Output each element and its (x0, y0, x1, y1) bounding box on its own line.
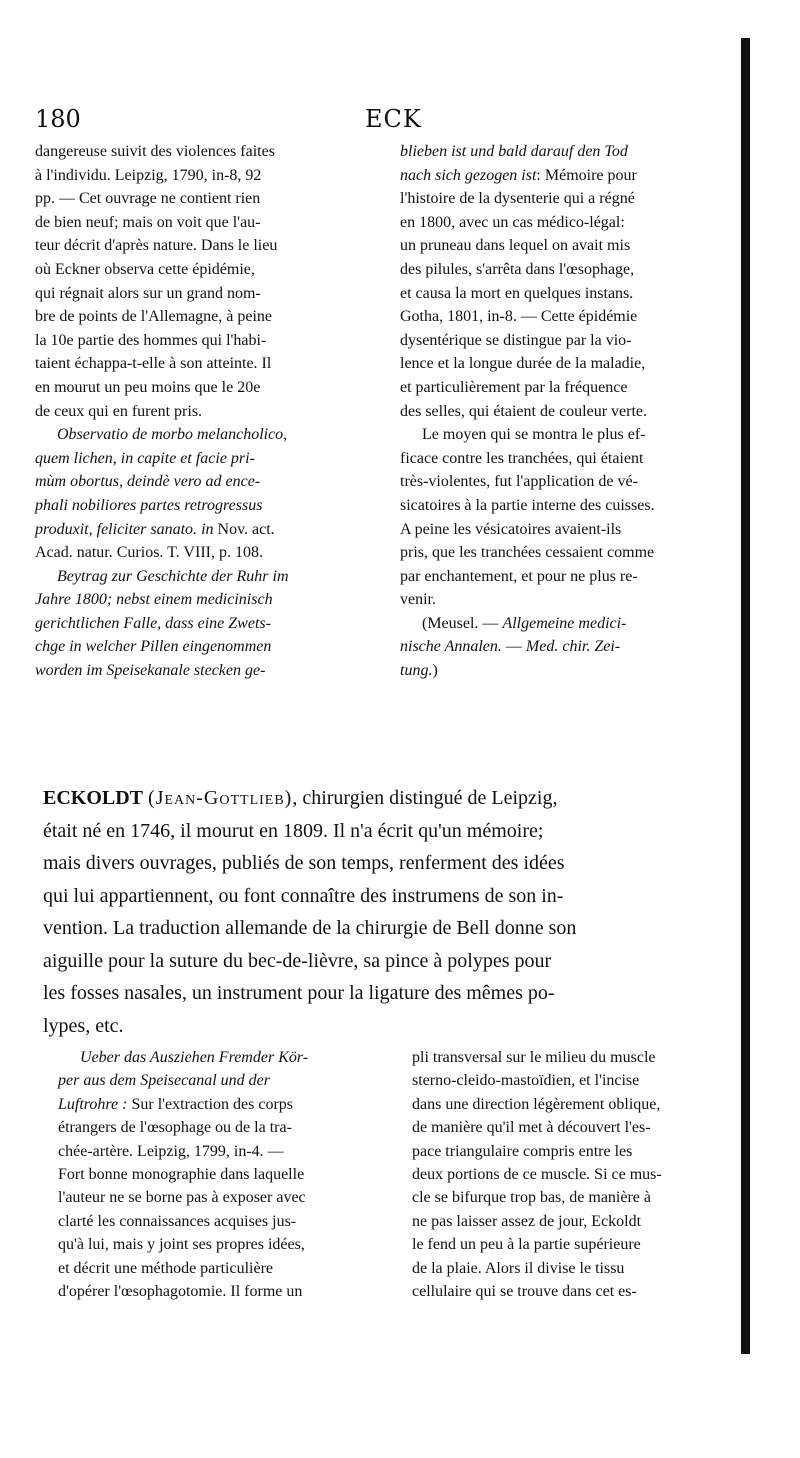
text-line: l'histoire de la dysenterie qui a régné (400, 190, 635, 208)
text-line: aiguille pour la suture du bec-de-lièvre, sa pince à polypes pour (43, 949, 552, 972)
italic-word: in (201, 520, 214, 538)
text-line: dans une direction légèrement oblique, (412, 1095, 661, 1113)
text-line: qui lui appartiennent, ou font connaître des instrumens de son in- (43, 884, 564, 907)
paragraph-procedure (412, 1046, 747, 1303)
text-line: lence et la longue durée de la maladie, (400, 355, 646, 373)
text-line: dysentérique se distingue par la vio- (400, 331, 632, 349)
column-bottom-left (58, 1046, 393, 1303)
text-fragment: — (501, 638, 526, 656)
column-top-left (35, 140, 385, 683)
text-line: pace triangulaire compris entre les (412, 1142, 633, 1160)
text-line: cellulaire qui se trouve dans cet es- (412, 1283, 637, 1301)
italic-title: chge in welcher Pillen eingenommen (35, 638, 272, 656)
text-line: d'opérer l'œsophagotomie. Il forme un (58, 1283, 303, 1301)
column-top-right (400, 140, 745, 683)
italic-title: Allgemeine medici- (502, 614, 627, 632)
text-fragment: Sur l'extraction des corps (127, 1095, 293, 1113)
text-fragment: (Meusel. — (422, 614, 499, 632)
running-head: ECK (365, 105, 422, 133)
text-line: ficace contre les tranchées, qui étaient (400, 449, 644, 467)
text-line: Gotha, 1801, in-8. — Cette épidémie (400, 308, 638, 326)
text-line: et causa la mort en quelques instans. (400, 284, 634, 302)
entry-eckoldt (43, 782, 743, 1042)
italic-title: Med. chir. Zei- (525, 638, 621, 656)
italic-title: per aus dem Speisecanal und der (58, 1072, 270, 1090)
text-line: des pilules, s'arrêta dans l'œsophage, (400, 260, 635, 278)
text-line: Le moyen qui se montra le plus ef- (422, 426, 646, 444)
text-line: le fend un peu à la partie supérieure (412, 1236, 641, 1254)
italic-title: quem lichen, in capite et facie pri- (35, 449, 255, 467)
text-line: les fosses nasales, un instrument pour la ligature des mêmes po- (43, 982, 555, 1004)
text-line: cle se bifurque trop bas, de manière à (412, 1189, 652, 1207)
text-line: la 10e partie des hommes qui l'habi- (35, 331, 267, 349)
paragraph-references (400, 612, 745, 683)
italic-title: Beytrag zur Geschichte der Ruhr im (57, 567, 289, 585)
paragraph-vesicatoires (400, 423, 745, 612)
italic-title: nach sich gezogen ist (400, 166, 537, 184)
text-line: pp. — Cet ouvrage ne contient rien (35, 190, 261, 208)
italic-title: gerichtlichen Falle, dass eine Zwets- (35, 614, 271, 632)
citation: Nov. act. (217, 520, 275, 538)
text-line: clarté les connaissances acquises jus- (58, 1212, 297, 1230)
text-line: de bien neuf; mais on voit que l'au- (35, 213, 261, 231)
italic-title: Ueber das Ausziehen Fremder Kör- (80, 1049, 309, 1066)
text-line: mais divers ouvrages, publiés de son temps, renferment des idées (43, 852, 565, 874)
italic-title: tung. (400, 662, 433, 680)
text-line: de ceux qui en furent pris. (35, 402, 203, 420)
given-names: (Jean-Gottlieb) (148, 787, 293, 809)
paragraph-ueber (58, 1046, 393, 1303)
text-line: était né en 1746, il mourut en 1809. Il n'a écrit qu'un mémoire; (43, 819, 544, 842)
text-line: pli transversal sur le milieu du muscle (412, 1049, 656, 1066)
text-line: sterno-cleido-mastoïdien, et l'incise (412, 1072, 640, 1090)
text-line: ne pas laisser assez de jour, Eckoldt (412, 1212, 642, 1230)
text-line: de la plaie. Alors il divise le tissu (412, 1259, 625, 1277)
text-line: Fort bonne monographie dans laquelle (58, 1166, 305, 1184)
text-line: dangereuse suivit des violences faites (35, 143, 275, 160)
text-line: en 1800, avec un cas médico-légal: (400, 213, 625, 231)
text-line: un pruneau dans lequel on avait mis (400, 237, 631, 255)
text-line: lypes, etc. (43, 1014, 124, 1037)
citation: Acad. natur. Curios. T. VIII, p. 108. (35, 544, 263, 562)
text-line: très-violentes, fut l'application de vé- (400, 473, 638, 491)
text-line: vention. La traduction allemande de la chirurgie de Bell donne son (43, 917, 577, 939)
text-line: de manière qu'il met à découvert l'es- (412, 1119, 651, 1137)
italic-title: Jahre 1800; nebst einem medicinisch (35, 591, 273, 609)
italic-title: worden im Speisekanale stecken ge- (35, 662, 266, 680)
page-header (35, 105, 735, 135)
page-number: 180 (35, 105, 81, 133)
text-line: sicatoires à la partie interne des cuisses. (400, 496, 655, 514)
italic-title: blieben ist und bald darauf den Tod (400, 143, 628, 160)
text-fragment: ) (432, 662, 438, 680)
text-line: en mourut un peu moins que le 20e (35, 378, 261, 396)
text-line: pris, que les tranchées cessaient comme (400, 544, 655, 562)
text-line: qui régnait alors sur un grand nom- (35, 284, 261, 302)
italic-title: Observatio de morbo melancholico, (57, 426, 288, 444)
text-line: où Eckner observa cette épidémie, (35, 260, 255, 278)
text-line: taient échappa-t-elle à son atteinte. Il (35, 355, 272, 373)
text-line: des selles, qui étaient de couleur verte. (400, 402, 648, 420)
italic-title: Luftrohre : (58, 1095, 128, 1113)
text-line: chée-artère. Leipzig, 1799, in-4. — (58, 1142, 284, 1160)
text-line: qu'à lui, mais y joint ses propres idées, (58, 1236, 305, 1254)
text-line: et particulièrement par la fréquence (400, 378, 628, 396)
italic-title: mùm obortus, deindè vero ad ence- (35, 473, 261, 491)
paragraph-memoire (400, 140, 745, 423)
text-line: à l'individu. Leipzig, 1790, in-8, 92 (35, 166, 262, 184)
text-line: et décrit une méthode particulière (58, 1259, 274, 1277)
paragraph-observatio (35, 423, 385, 565)
text-fragment: , chirurgien distingué de Leipzig, (292, 787, 558, 809)
column-bottom-right (412, 1046, 747, 1303)
paragraph-beytrag (35, 565, 385, 683)
italic-title: nische Annalen. (400, 638, 502, 656)
italic-title: produxit, feliciter sanato. (35, 520, 198, 538)
text-line: A peine les vésicatoires avaient-ils (400, 520, 622, 538)
text-line: venir. (400, 591, 436, 609)
italic-title: phali nobiliores partes retrogressus (35, 496, 263, 514)
text-line: deux portions de ce muscle. Si ce mus- (412, 1166, 662, 1184)
headword: ECKOLDT (43, 787, 144, 809)
text-line: par enchantement, et pour ne plus re- (400, 567, 638, 585)
paragraph-epidemic (35, 140, 385, 423)
text-line: étrangers de l'œsophage ou de la tra- (58, 1119, 292, 1137)
text-line: bre de points de l'Allemagne, à peine (35, 308, 273, 326)
text-line: teur décrit d'après nature. Dans le lieu (35, 237, 278, 255)
text-fragment: : Mémoire pour (536, 166, 637, 184)
text-line: l'auteur ne se borne pas à exposer avec (58, 1189, 306, 1207)
